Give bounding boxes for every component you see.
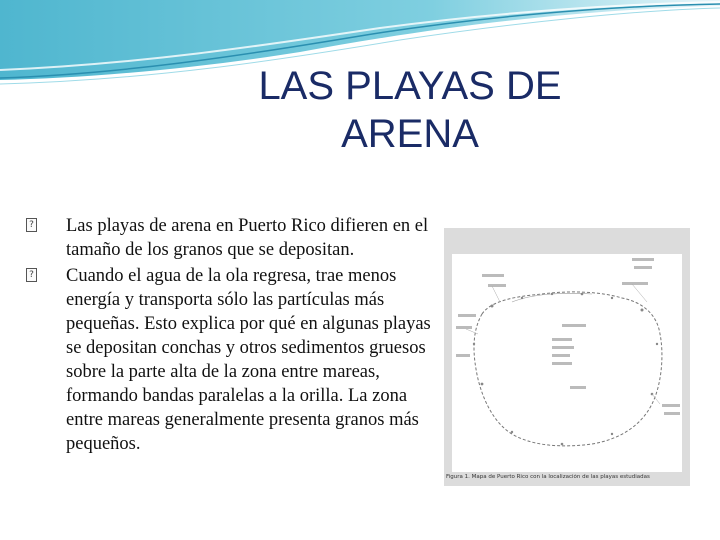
- bullet-paragraph-1: [26, 214, 444, 262]
- map-drawing: [452, 254, 682, 472]
- slide-body: [26, 214, 444, 458]
- paragraph-text: Cuando el agua de la ola regresa, trae menos energía y transporta sólo las partículas más pequeñas. Esto explica por qué en algunas playas se depositan conchas y otros sedimentos gruesos sobre la parte alta de la zona entre mareas, formando bandas paralelas a la orilla. La zona entre mareas generalmente presenta granos más pequeños.: [66, 266, 431, 454]
- bullet-paragraph-2: [26, 264, 444, 456]
- puerto-rico-map: [452, 254, 682, 472]
- paragraph-text: Las playas de arena en Puerto Rico difieren en el tamaño de los granos que se depositan.: [66, 216, 429, 260]
- map-figure: [444, 228, 690, 486]
- figure-caption: Figura 1. Mapa de Puerto Rico con la localización de las playas estudiadas: [446, 474, 650, 480]
- title-line-2: ARENA: [341, 112, 479, 156]
- bullet-icon: ?: [26, 218, 37, 232]
- slide-title: [180, 62, 640, 158]
- title-line-1: LAS PLAYAS DE: [258, 64, 562, 108]
- bullet-icon: ?: [26, 268, 37, 282]
